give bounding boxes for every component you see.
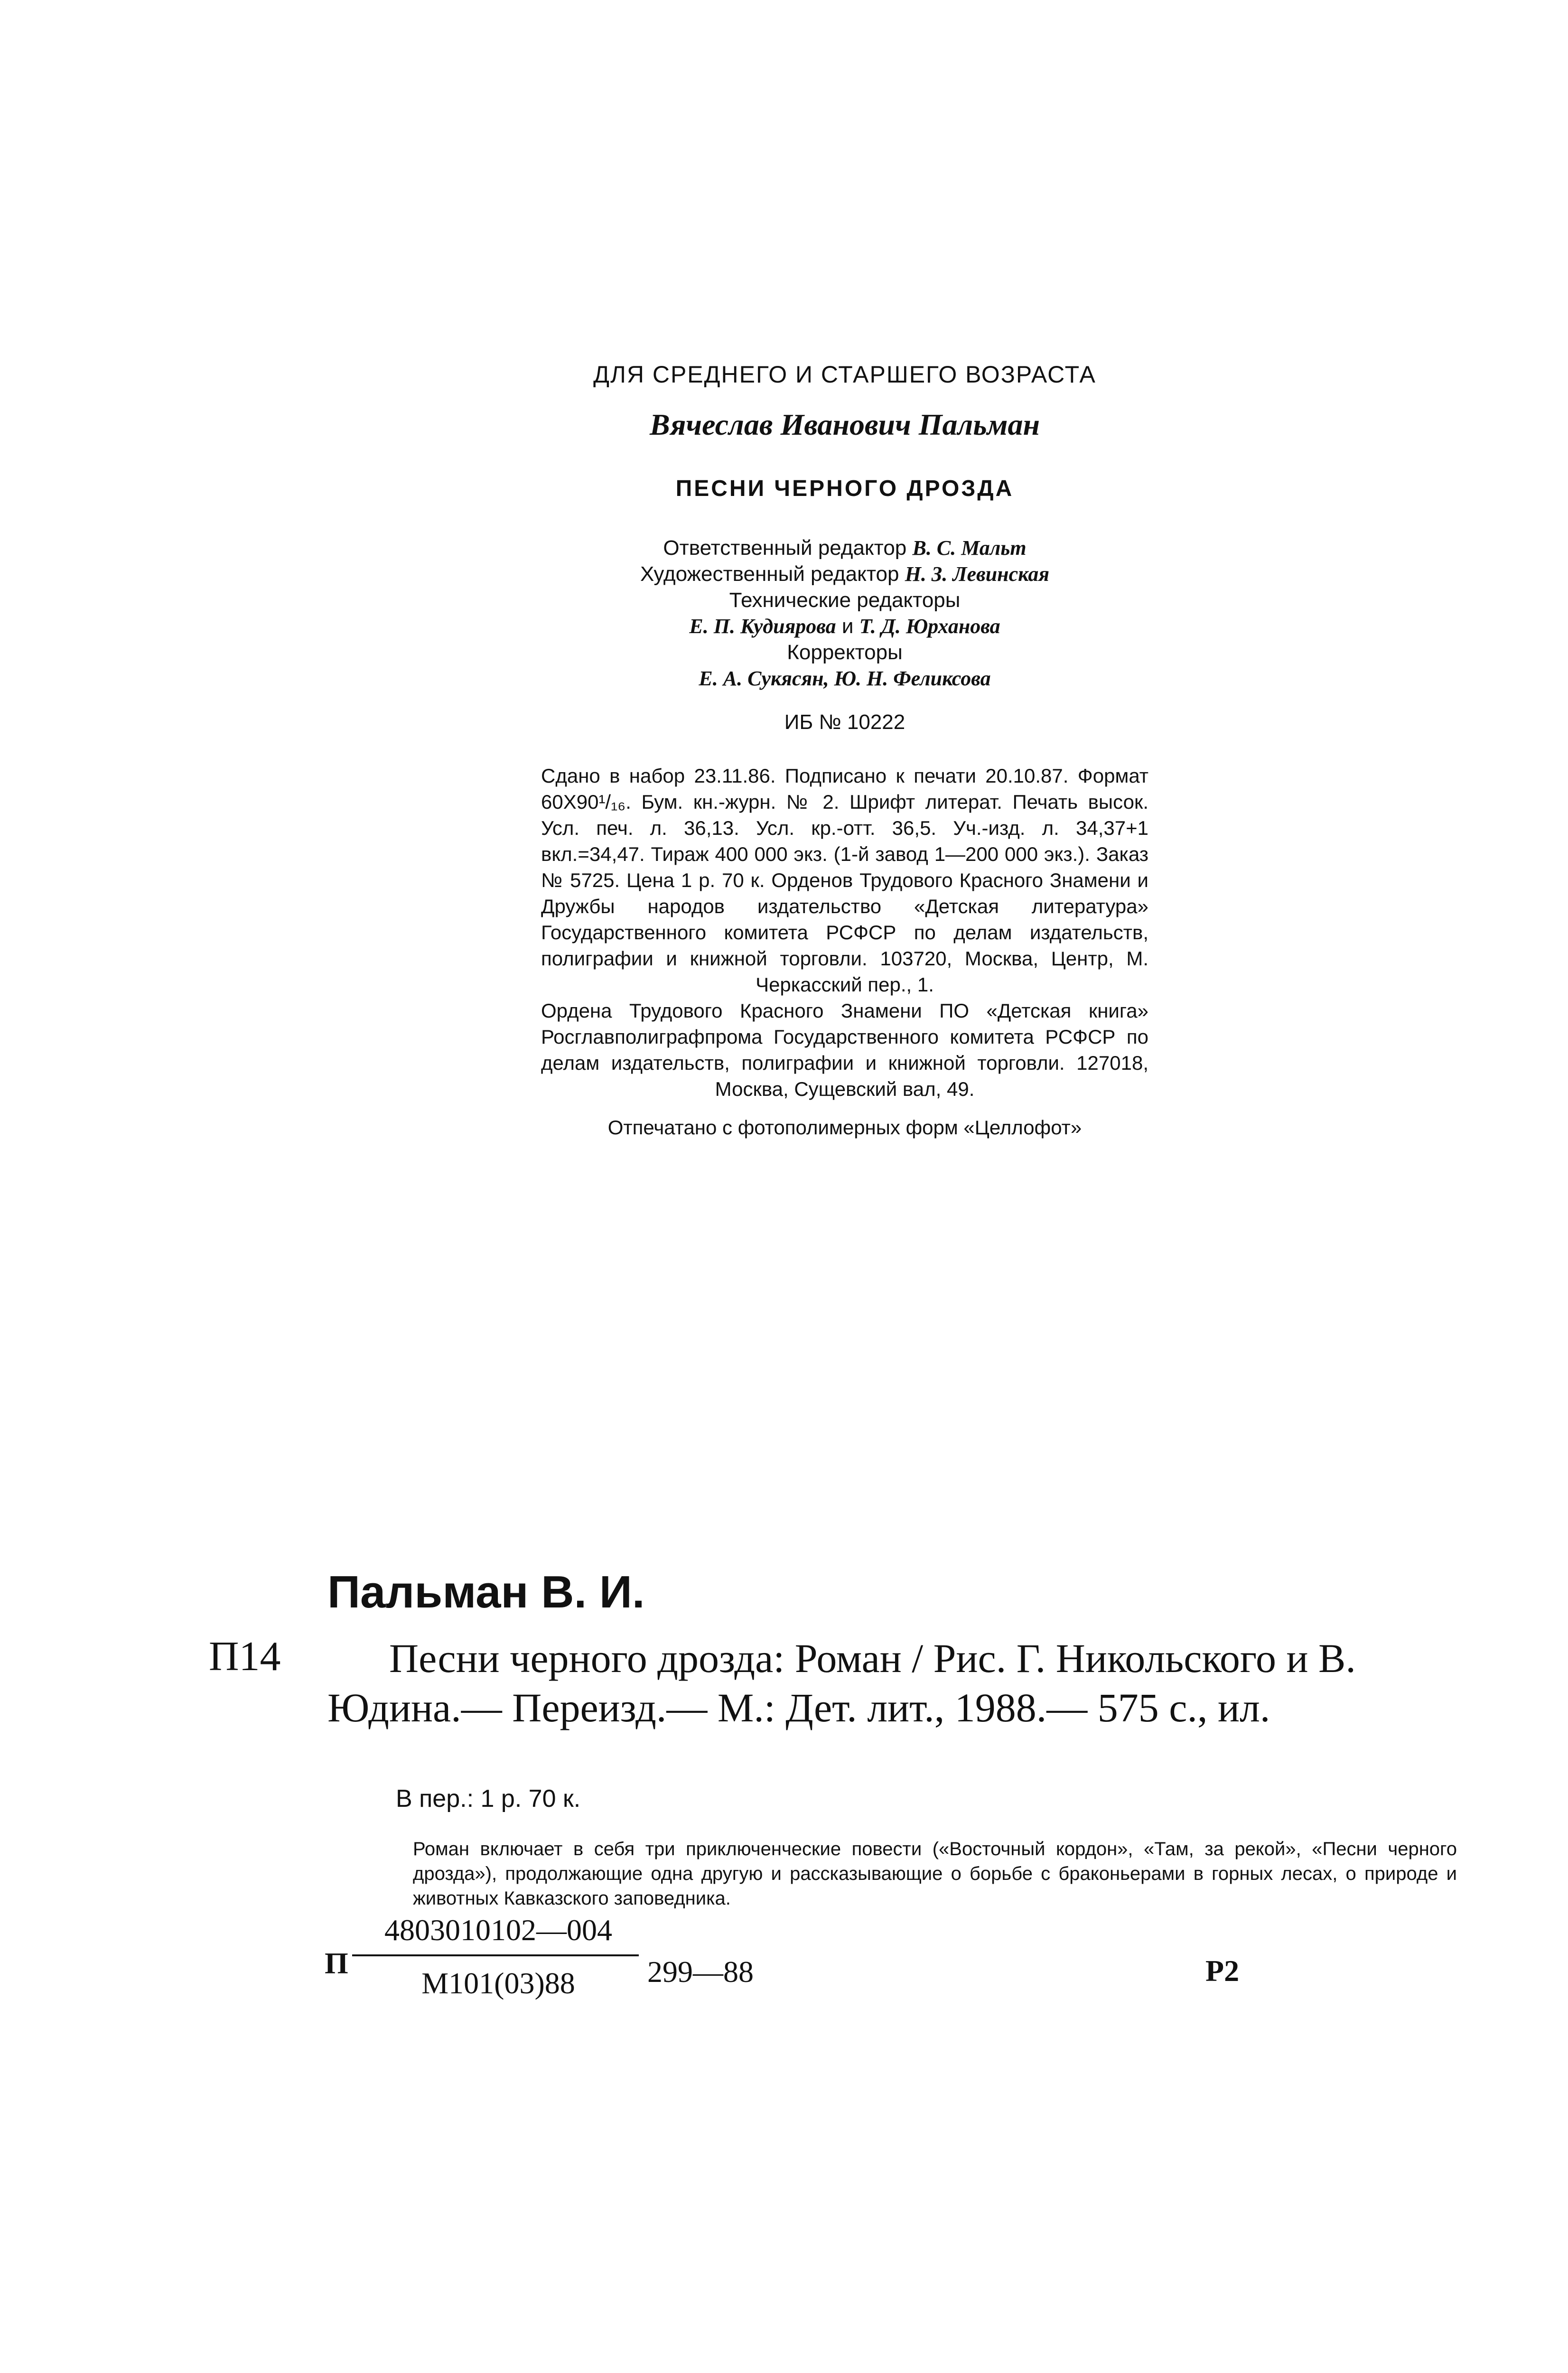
fraction-bar	[352, 1954, 639, 1956]
author-full-name: Вячеслав Иванович Пальман	[650, 408, 1040, 441]
staff-credits	[522, 535, 1167, 691]
staff-name: Н. З. Левинская	[905, 562, 1049, 586]
card-author: Пальман В. И.	[327, 1567, 645, 1617]
print-data	[532, 763, 1158, 1140]
catalog-fraction	[325, 1913, 1274, 2017]
ib-number: ИБ № 10222	[784, 710, 905, 734]
publisher-print-data: Сдано в набор 23.11.86. Подписано к печати 20.10.87. Формат 60Х90¹/₁₆. Бум. кн.-журн. № 2. Шрифт литерат. Печать высок. Усл. печ. л. 36,13. Усл. кр.-отт. 36,5. Уч.-изд. л. 34,37+1 вкл.=34,47. Тираж 400 000 экз. (1-й завод 1—200 000 экз.). Заказ № 5725. Цена 1 р. 70 к. Орденов Трудового Красного Знамени и Дружбы народов издательство «Детская литература» Государственного комитета РСФСР по делам издательств, полиграфии и книжной торговли. 103720, Москва, Центр, М. Черкасский пер., 1.	[541, 765, 1148, 996]
staff-name: Т. Д. Юрханова	[859, 615, 1000, 638]
staff-line	[522, 613, 1167, 639]
card-classification-code: П14	[209, 1634, 281, 1680]
imprint-block	[522, 361, 1167, 1140]
printer-data: Ордена Трудового Красного Знамени ПО «Детская книга» Росглавполиграфпрома Государственного комитета РСФСР по делам издательств, полиграфии и книжной торговли. 127018, Москва, Сущевский вал, 49.	[541, 1000, 1148, 1100]
fraction-denominator: М101(03)88	[421, 1966, 575, 2000]
staff-line	[522, 639, 1167, 665]
card-annotation: Роман включает в себя три приключенческие повести («Восточный кордон», «Там, за рекой», «Песни черного дрозда»), продолжающие одна другую и рассказывающие о борьбе с браконьерами в горных лесах, о природе и животных Кавказского заповедника.	[413, 1839, 1457, 1909]
staff-name: В. С. Мальт	[912, 536, 1027, 560]
staff-role: Художественный редактор	[640, 562, 899, 586]
audience-line: ДЛЯ СРЕДНЕГО И СТАРШЕГО ВОЗРАСТА	[593, 361, 1096, 388]
staff-name: Е. П. Кудиярова	[689, 615, 836, 638]
staff-role: Ответственный редактор	[663, 536, 907, 560]
staff-line	[522, 587, 1167, 613]
staff-joiner: и	[836, 615, 859, 638]
fraction-prefix: П	[325, 1946, 348, 1980]
staff-line	[522, 561, 1167, 587]
book-title: ПЕСНИ ЧЕРНОГО ДРОЗДА	[675, 476, 1014, 501]
staff-name: Е. А. Сукясян, Ю. Н. Феликсова	[699, 667, 991, 690]
staff-line	[522, 535, 1167, 561]
staff-line	[522, 665, 1167, 691]
bbk-code: Р2	[1205, 1954, 1240, 1988]
fraction-numerator: 4803010102—004	[384, 1913, 612, 1947]
card-price: В пер.: 1 р. 70 к.	[396, 1785, 581, 1812]
fraction-suffix: 299—88	[647, 1955, 754, 1989]
staff-role: Корректоры	[787, 641, 903, 664]
staff-role: Технические редакторы	[729, 589, 961, 612]
card-bibliographic-description: Песни черного дрозда: Роман / Рис. Г. Никольского и В. Юдина.— Переизд.— М.: Дет. лит., 1988.— 575 с., ил.	[327, 1635, 1356, 1730]
printed-from-line: Отпечатано с фотополимерных форм «Целлофот»	[607, 1116, 1082, 1139]
